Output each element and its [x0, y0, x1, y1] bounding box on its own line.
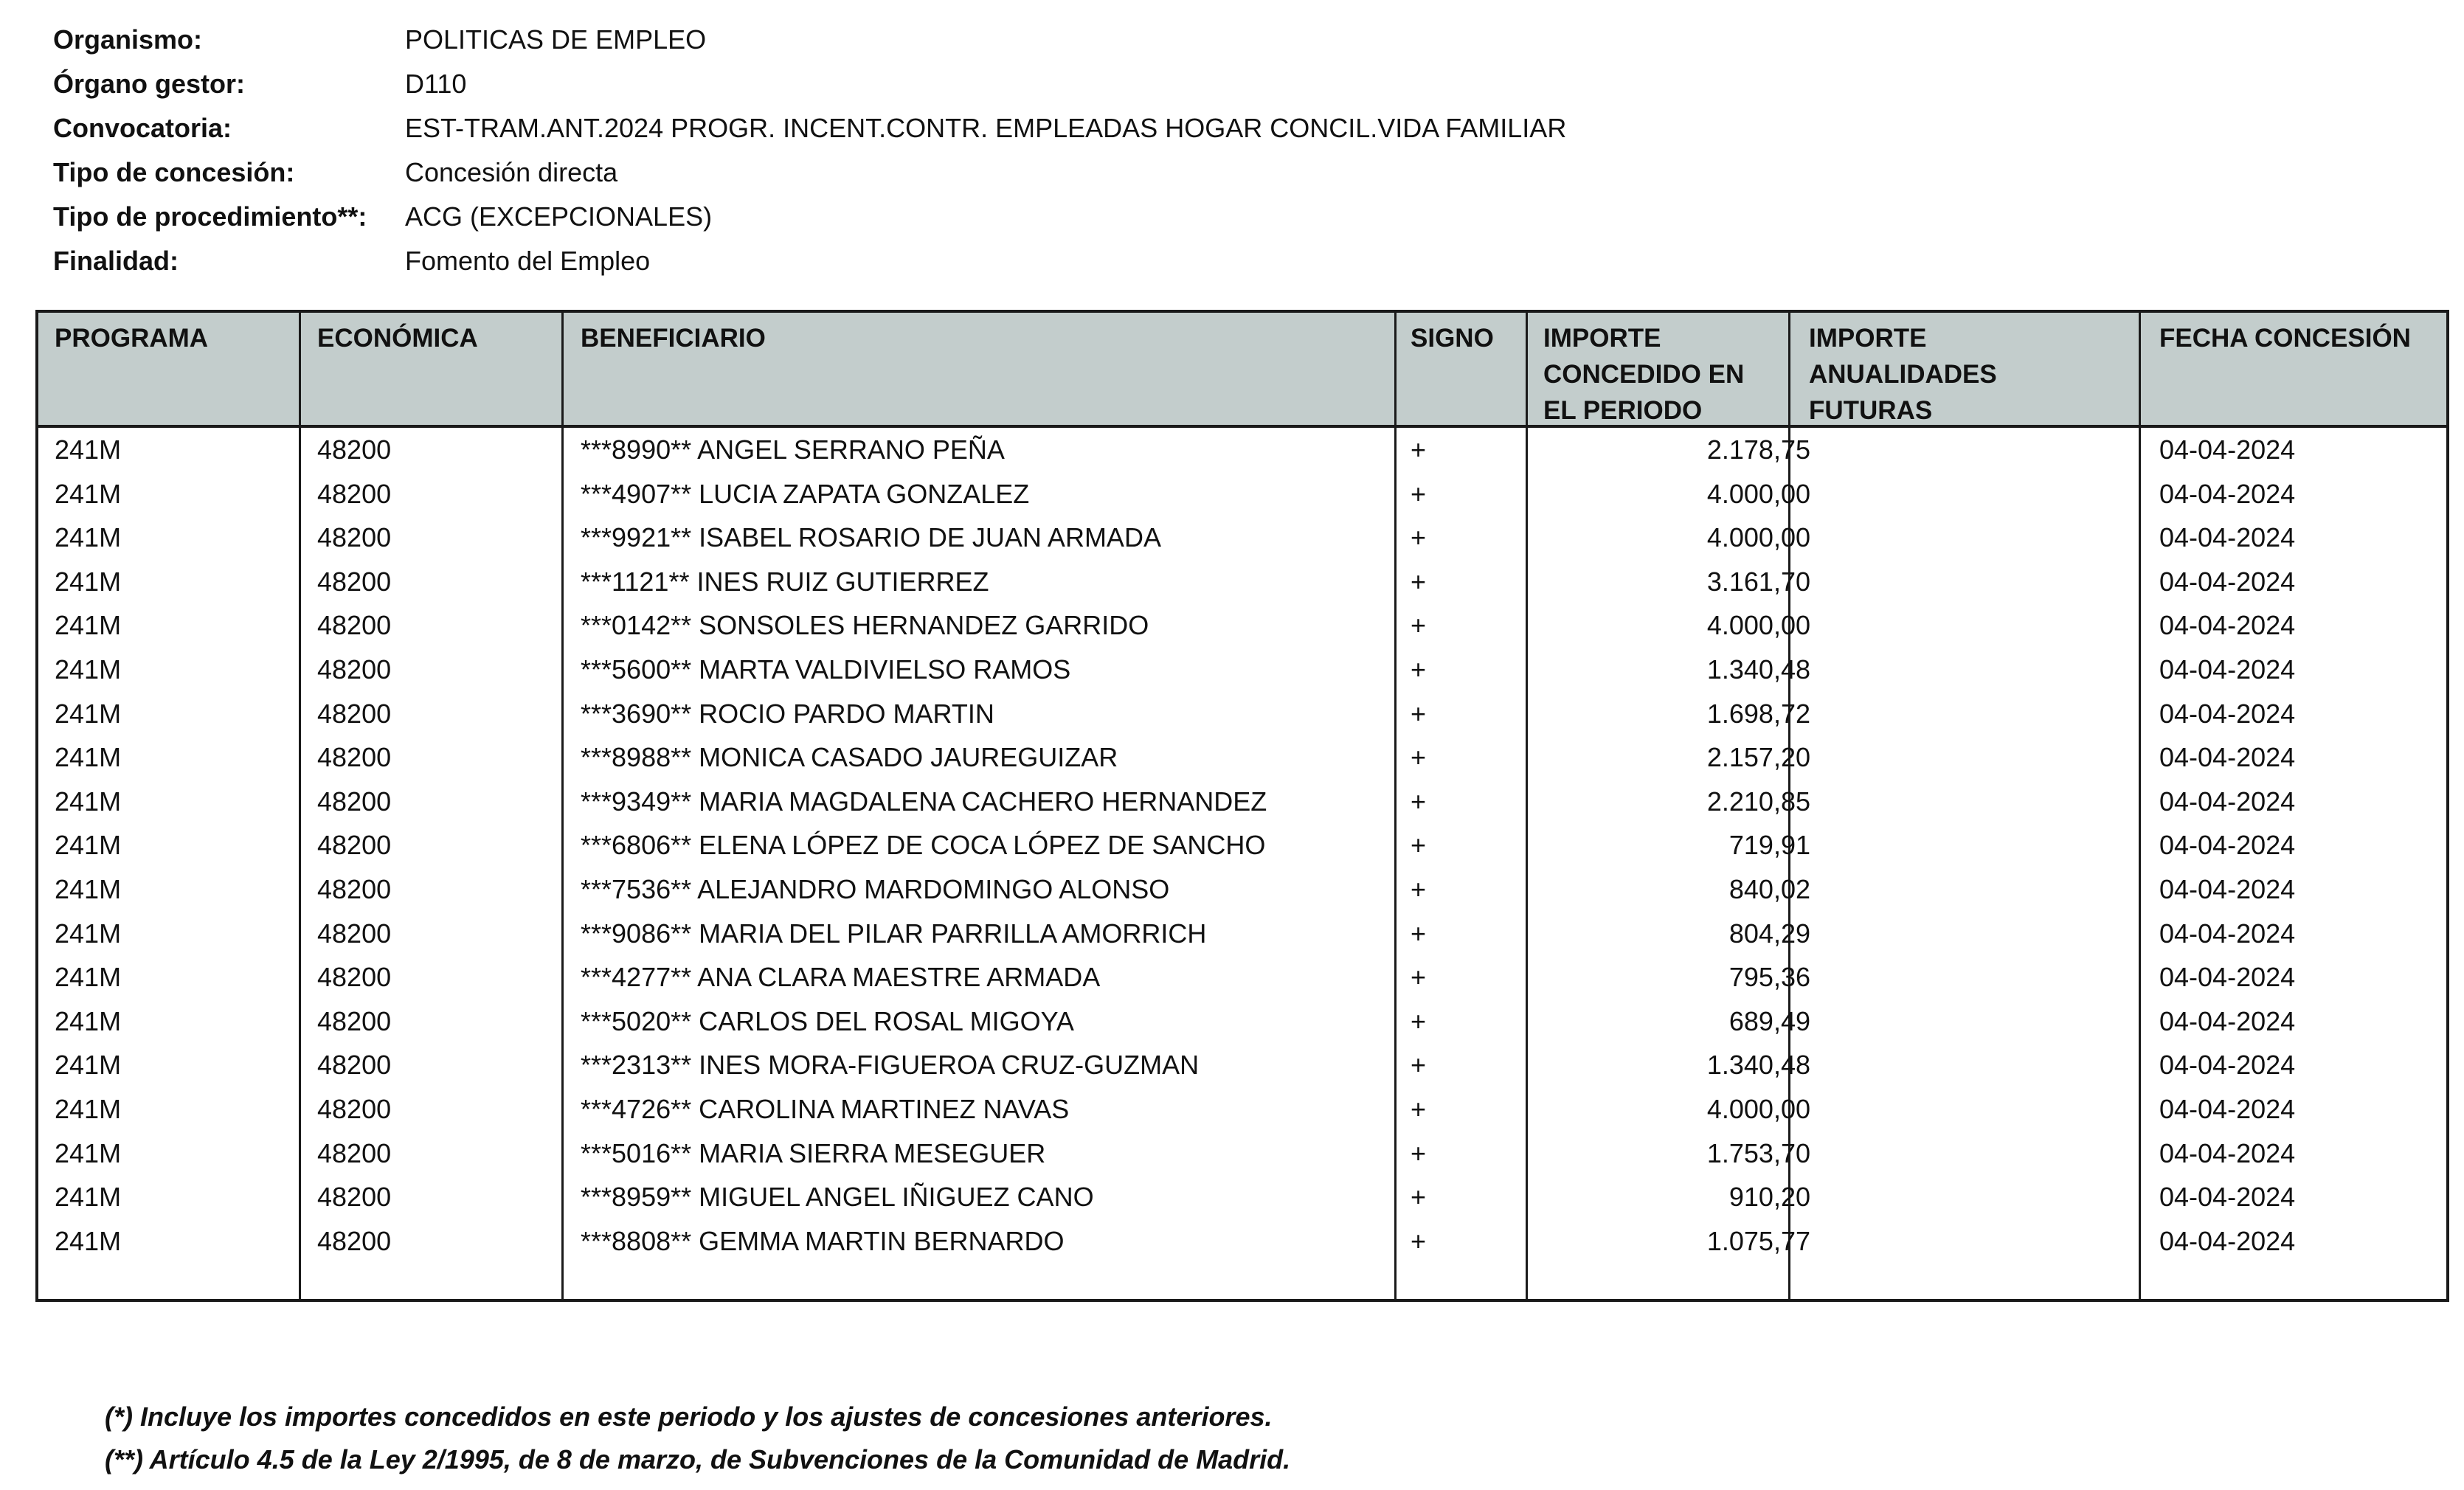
meta-value: POLITICAS DE EMPLEO: [405, 24, 707, 55]
table-row: [38, 867, 2446, 912]
cell-fecha: 04-04-2024: [2159, 566, 2296, 597]
cell-economica: 48200: [317, 434, 392, 465]
cell-signo: +: [1411, 1137, 1427, 1168]
cell-economica: 48200: [317, 786, 392, 817]
cell-economica: 48200: [317, 1094, 392, 1124]
header-signo: [1411, 320, 1494, 356]
cell-economica: 48200: [317, 1225, 392, 1256]
cell-economica: 48200: [317, 918, 392, 949]
cell-fecha: 04-04-2024: [2159, 742, 2296, 773]
cell-importe: 1.340,48: [1706, 1050, 1810, 1081]
footnotes: [105, 1396, 1290, 1481]
table-row: [38, 955, 2446, 999]
table-row: [38, 1087, 2446, 1132]
header-anualidades: [1809, 320, 1997, 429]
cell-beneficiario: ***9086** MARIA DEL PILAR PARRILLA AMORRICH: [581, 918, 1207, 949]
cell-beneficiario: ***1121** INES RUIZ GUTIERREZ: [581, 566, 989, 597]
meta-value: ACG (EXCEPCIONALES): [405, 201, 713, 232]
cell-programa: 241M: [55, 830, 122, 861]
cell-fecha: 04-04-2024: [2159, 874, 2296, 904]
cell-signo: +: [1411, 698, 1427, 729]
cell-signo: +: [1411, 566, 1427, 597]
cell-beneficiario: ***8959** MIGUEL ANGEL IÑIGUEZ CANO: [581, 1182, 1094, 1213]
cell-beneficiario: ***0142** SONSOLES HERNANDEZ GARRIDO: [581, 610, 1149, 641]
header-line: ECONÓMICA: [317, 324, 478, 353]
header-economica: [317, 320, 478, 356]
cell-importe: 840,02: [1728, 874, 1810, 904]
cell-beneficiario: ***4907** LUCIA ZAPATA GONZALEZ: [581, 478, 1030, 509]
cell-programa: 241M: [55, 522, 122, 553]
cell-economica: 48200: [317, 830, 392, 861]
meta-row: [53, 150, 1566, 195]
cell-programa: 241M: [55, 434, 122, 465]
cell-beneficiario: ***8990** ANGEL SERRANO PEÑA: [581, 434, 1005, 465]
cell-importe: 4.000,00: [1706, 610, 1810, 641]
cell-fecha: 04-04-2024: [2159, 1137, 2296, 1168]
cell-beneficiario: ***8988** MONICA CASADO JAUREGUIZAR: [581, 742, 1118, 773]
cell-programa: 241M: [55, 1094, 122, 1124]
cell-economica: 48200: [317, 962, 392, 993]
cell-economica: 48200: [317, 1137, 392, 1168]
cell-importe: 2.157,20: [1706, 742, 1810, 773]
cell-beneficiario: ***5600** MARTA VALDIVIELSO RAMOS: [581, 654, 1071, 685]
table-row: [38, 648, 2446, 692]
header-programa: [55, 320, 208, 356]
meta-label: Organismo:: [53, 24, 203, 55]
meta-row: [53, 239, 1566, 283]
table-row: [38, 999, 2446, 1044]
cell-beneficiario: ***5016** MARIA SIERRA MESEGUER: [581, 1137, 1046, 1168]
cell-fecha: 04-04-2024: [2159, 478, 2296, 509]
cell-signo: +: [1411, 874, 1427, 904]
cell-signo: +: [1411, 786, 1427, 817]
cell-economica: 48200: [317, 1005, 392, 1036]
cell-beneficiario: ***6806** ELENA LÓPEZ DE COCA LÓPEZ DE SANCHO: [581, 830, 1266, 861]
cell-signo: +: [1411, 742, 1427, 773]
cell-fecha: 04-04-2024: [2159, 654, 2296, 685]
table-row: [38, 516, 2446, 560]
cell-signo: +: [1411, 434, 1427, 465]
cell-importe: 719,91: [1728, 830, 1810, 861]
table-row: [38, 692, 2446, 736]
cell-importe: 2.210,85: [1706, 786, 1810, 817]
table-row: [38, 823, 2446, 867]
cell-fecha: 04-04-2024: [2159, 1005, 2296, 1036]
cell-economica: 48200: [317, 1182, 392, 1213]
table-row: [38, 780, 2446, 824]
meta-value: Concesión directa: [405, 157, 618, 187]
cell-beneficiario: ***4277** ANA CLARA MAESTRE ARMADA: [581, 962, 1101, 993]
cell-fecha: 04-04-2024: [2159, 1094, 2296, 1124]
cell-importe: 3.161,70: [1706, 566, 1810, 597]
table-row: [38, 1043, 2446, 1087]
meta-label: Tipo de procedimiento**:: [53, 201, 367, 232]
grants-table: [35, 310, 2449, 1302]
cell-fecha: 04-04-2024: [2159, 830, 2296, 861]
cell-programa: 241M: [55, 1225, 122, 1256]
cell-signo: +: [1411, 962, 1427, 993]
cell-signo: +: [1411, 830, 1427, 861]
table-row: [38, 603, 2446, 648]
meta-value: EST-TRAM.ANT.2024 PROGR. INCENT.CONTR. EMPLEADAS HOGAR CONCIL.VIDA FAMILIAR: [405, 113, 1567, 143]
cell-importe: 1.753,70: [1706, 1137, 1810, 1168]
cell-programa: 241M: [55, 698, 122, 729]
cell-beneficiario: ***2313** INES MORA-FIGUEROA CRUZ-GUZMAN: [581, 1050, 1200, 1081]
cell-fecha: 04-04-2024: [2159, 1050, 2296, 1081]
cell-economica: 48200: [317, 742, 392, 773]
cell-fecha: 04-04-2024: [2159, 698, 2296, 729]
cell-importe: 2.178,75: [1706, 434, 1810, 465]
cell-fecha: 04-04-2024: [2159, 786, 2296, 817]
header-line: IMPORTE: [1543, 324, 1661, 353]
cell-importe: 910,20: [1728, 1182, 1810, 1213]
header-line: ANUALIDADES: [1809, 360, 1997, 389]
cell-signo: +: [1411, 654, 1427, 685]
cell-programa: 241M: [55, 478, 122, 509]
cell-beneficiario: ***4726** CAROLINA MARTINEZ NAVAS: [581, 1094, 1070, 1124]
cell-importe: 1.698,72: [1706, 698, 1810, 729]
cell-beneficiario: ***3690** ROCIO PARDO MARTIN: [581, 698, 994, 729]
table-row: [38, 1132, 2446, 1176]
meta-value: D110: [405, 69, 467, 99]
meta-row: [53, 106, 1566, 150]
cell-programa: 241M: [55, 962, 122, 993]
cell-economica: 48200: [317, 874, 392, 904]
meta-label: Órgano gestor:: [53, 69, 246, 99]
cell-programa: 241M: [55, 1050, 122, 1081]
cell-fecha: 04-04-2024: [2159, 918, 2296, 949]
cell-beneficiario: ***7536** ALEJANDRO MARDOMINGO ALONSO: [581, 874, 1170, 904]
header-beneficiario: [581, 320, 766, 356]
cell-importe: 795,36: [1728, 962, 1810, 993]
document-metadata: [53, 18, 1566, 283]
meta-label: Tipo de concesión:: [53, 157, 295, 187]
cell-programa: 241M: [55, 786, 122, 817]
cell-fecha: 04-04-2024: [2159, 962, 2296, 993]
cell-economica: 48200: [317, 1050, 392, 1081]
cell-programa: 241M: [55, 742, 122, 773]
cell-economica: 48200: [317, 566, 392, 597]
table-row: [38, 560, 2446, 604]
cell-importe: 689,49: [1728, 1005, 1810, 1036]
cell-beneficiario: ***8808** GEMMA MARTIN BERNARDO: [581, 1225, 1065, 1256]
header-line: SIGNO: [1411, 324, 1494, 353]
cell-importe: 1.340,48: [1706, 654, 1810, 685]
cell-programa: 241M: [55, 654, 122, 685]
cell-programa: 241M: [55, 918, 122, 949]
meta-row: [53, 195, 1566, 239]
cell-signo: +: [1411, 1005, 1427, 1036]
cell-economica: 48200: [317, 478, 392, 509]
table-row: [38, 1175, 2446, 1219]
table-row: [38, 1219, 2446, 1264]
cell-importe: 4.000,00: [1706, 478, 1810, 509]
cell-signo: +: [1411, 1182, 1427, 1213]
cell-importe: 4.000,00: [1706, 1094, 1810, 1124]
table-header: [38, 313, 2446, 428]
header-line: FECHA CONCESIÓN: [2159, 324, 2411, 353]
cell-programa: 241M: [55, 566, 122, 597]
table-row: [38, 912, 2446, 956]
header-line: EL PERIODO: [1543, 396, 1703, 425]
cell-signo: +: [1411, 522, 1427, 553]
cell-fecha: 04-04-2024: [2159, 610, 2296, 641]
cell-economica: 48200: [317, 698, 392, 729]
cell-importe: 4.000,00: [1706, 522, 1810, 553]
footnote-1: (*) Incluye los importes concedidos en este periodo y los ajustes de concesiones anteriores.: [105, 1401, 1273, 1432]
cell-economica: 48200: [317, 610, 392, 641]
cell-programa: 241M: [55, 610, 122, 641]
cell-signo: +: [1411, 1225, 1427, 1256]
cell-economica: 48200: [317, 522, 392, 553]
table-row: [38, 428, 2446, 472]
cell-beneficiario: ***9921** ISABEL ROSARIO DE JUAN ARMADA: [581, 522, 1161, 553]
cell-signo: +: [1411, 1094, 1427, 1124]
header-line: BENEFICIARIO: [581, 324, 766, 353]
cell-programa: 241M: [55, 1182, 122, 1213]
cell-programa: 241M: [55, 1137, 122, 1168]
cell-beneficiario: ***9349** MARIA MAGDALENA CACHERO HERNANDEZ: [581, 786, 1267, 817]
meta-label: Convocatoria:: [53, 113, 232, 143]
table-row: [38, 472, 2446, 516]
meta-row: [53, 18, 1566, 62]
cell-importe: 1.075,77: [1706, 1225, 1810, 1256]
cell-fecha: 04-04-2024: [2159, 522, 2296, 553]
meta-value: Fomento del Empleo: [405, 246, 651, 276]
cell-signo: +: [1411, 1050, 1427, 1081]
header-line: PROGRAMA: [55, 324, 209, 353]
header-fecha: [2159, 320, 2411, 356]
header-importe: [1543, 320, 1744, 429]
cell-programa: 241M: [55, 1005, 122, 1036]
table-row: [38, 735, 2446, 780]
meta-row: [53, 62, 1566, 106]
header-line: FUTURAS: [1809, 396, 1933, 425]
cell-beneficiario: ***5020** CARLOS DEL ROSAL MIGOYA: [581, 1005, 1074, 1036]
header-line: CONCEDIDO EN: [1543, 360, 1745, 389]
cell-fecha: 04-04-2024: [2159, 1182, 2296, 1213]
cell-fecha: 04-04-2024: [2159, 434, 2296, 465]
cell-signo: +: [1411, 918, 1427, 949]
cell-importe: 804,29: [1728, 918, 1810, 949]
cell-signo: +: [1411, 478, 1427, 509]
footnote-2: (**) Artículo 4.5 de la Ley 2/1995, de 8 de marzo, de Subvenciones de la Comunidad de Madrid.: [105, 1444, 1291, 1475]
header-line: IMPORTE: [1809, 324, 1927, 353]
cell-signo: +: [1411, 610, 1427, 641]
cell-fecha: 04-04-2024: [2159, 1225, 2296, 1256]
meta-label: Finalidad:: [53, 246, 179, 276]
cell-economica: 48200: [317, 654, 392, 685]
cell-programa: 241M: [55, 874, 122, 904]
